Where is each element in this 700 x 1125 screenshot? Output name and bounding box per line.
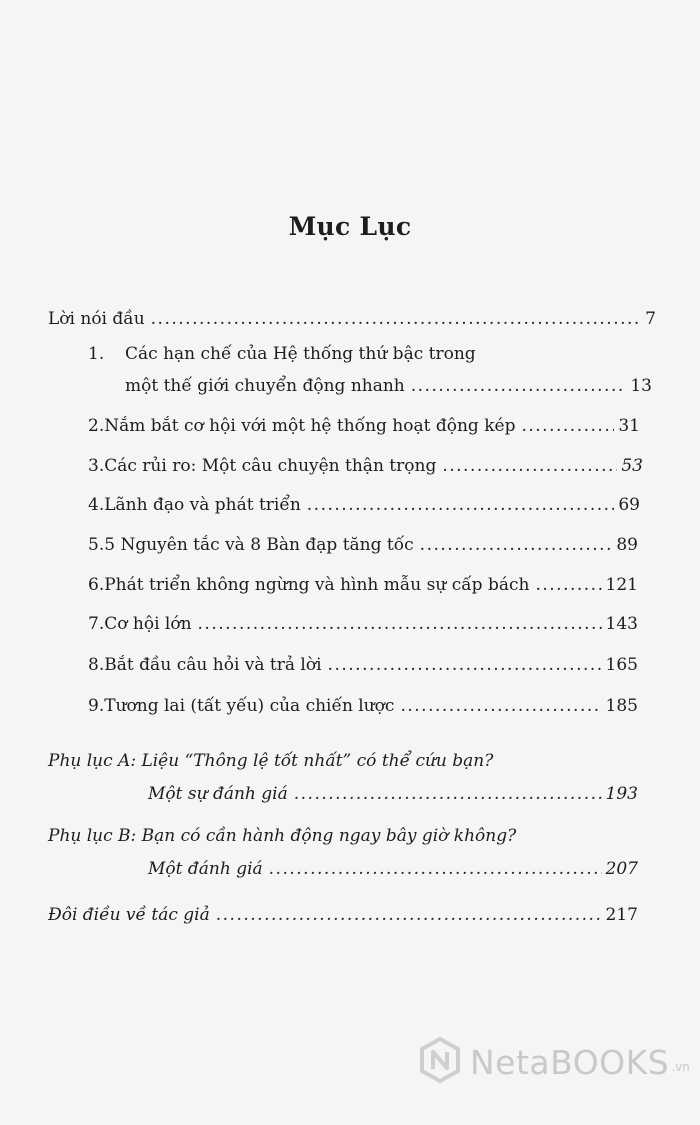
toc-entry-chapter-5[interactable] (88, 535, 638, 567)
toc-entry-chapter-1-line1[interactable] (88, 344, 648, 376)
toc-entry-appendix-b-line1[interactable] (48, 826, 608, 858)
toc-entry-chapter-6[interactable] (88, 575, 638, 607)
toc-entry-page: 31 (618, 416, 640, 436)
toc-entry-number: 7. (88, 614, 105, 634)
toc-entry-chapter-7[interactable] (88, 614, 638, 646)
watermark-suffix: .vn (671, 1060, 690, 1074)
toc-entry-appendix-a-line1[interactable] (48, 751, 608, 783)
toc-entry-page: 207 (605, 859, 638, 879)
toc-entry-title: Lời nói đầu (48, 309, 145, 329)
toc-entry-title: Phát triển không ngừng và hình mẫu sự cấp bách (104, 575, 530, 595)
toc-entry-about-author[interactable] (48, 905, 638, 937)
dot-leader (198, 614, 602, 634)
toc-entry-chapter-8[interactable] (88, 655, 638, 687)
toc-entry-title: Đôi điều về tác giả (48, 905, 210, 925)
watermark-text: NetaBOOKS (470, 1042, 670, 1082)
toc-entry-appendix-b[interactable] (148, 859, 638, 891)
netabooks-logo-icon (418, 1036, 462, 1088)
toc-entry-title: Bắt đầu câu hỏi và trả lời (104, 655, 322, 675)
toc-entry-title: Cơ hội lớn (104, 614, 192, 634)
toc-entry-title: Lãnh đạo và phát triển (104, 495, 301, 515)
dot-leader (269, 859, 602, 879)
toc-entry-title: Phụ lục A: Liệu “Thông lệ tốt nhất” có thể cứu bạn? (48, 751, 494, 771)
toc-entry-number: 2. (88, 416, 105, 436)
toc-entry-page: 13 (630, 376, 652, 396)
toc-entry-title: Tương lai (tất yếu) của chiến lược (104, 696, 395, 716)
toc-entry-title: Các hạn chế của Hệ thống thứ bậc trong (125, 344, 476, 364)
toc-entry-page: 121 (605, 575, 638, 595)
dot-leader (420, 535, 613, 555)
dot-leader (521, 416, 614, 436)
toc-entry-chapter-4[interactable] (88, 495, 640, 527)
toc-entry-chapter-1[interactable] (125, 376, 652, 408)
toc-entry-title-continued: Một sự đánh giá (148, 784, 288, 804)
toc-entry-title: Các rủi ro: Một câu chuyện thận trọng (104, 456, 437, 476)
dot-leader (307, 495, 615, 515)
toc-entry-number: 5. (88, 535, 105, 555)
toc-entry-page: 193 (605, 784, 638, 804)
toc-entry-chapter-2[interactable] (88, 416, 640, 448)
toc-entry-title: Phụ lục B: Bạn có cần hành động ngay bây giờ không? (48, 826, 517, 846)
dot-leader (294, 784, 602, 804)
dot-leader (442, 456, 617, 476)
dot-leader (400, 696, 601, 716)
toc-entry-page: 185 (605, 696, 638, 716)
dot-leader (328, 655, 602, 675)
toc-entry-page: 165 (605, 655, 638, 675)
toc-entry-preface[interactable] (48, 309, 656, 341)
toc-entry-number: 8. (88, 655, 105, 675)
toc-entry-page: 53 (621, 456, 643, 476)
toc-entry-title-continued: Một đánh giá (148, 859, 263, 879)
toc-entry-page: 69 (618, 495, 640, 515)
toc-entry-chapter-3[interactable] (88, 456, 643, 488)
toc-entry-number: 9. (88, 696, 105, 716)
toc-entry-number: 4. (88, 495, 105, 515)
toc-entry-page: 7 (645, 309, 656, 329)
dot-leader (151, 309, 642, 329)
toc-entry-chapter-9[interactable] (88, 696, 638, 728)
toc-entry-title: 5 Nguyên tắc và 8 Bàn đạp tăng tốc (104, 535, 414, 555)
netabooks-watermark (418, 1036, 690, 1088)
toc-title: Mục Lục (288, 212, 412, 241)
toc-entry-number: 3. (88, 456, 105, 476)
toc-entry-page: 89 (616, 535, 638, 555)
toc-entry-appendix-a[interactable] (148, 784, 638, 816)
toc-entry-page: 217 (605, 905, 638, 925)
toc-entry-number: 1. (88, 344, 105, 364)
toc-entry-title-continued: một thế giới chuyển động nhanh (125, 376, 405, 396)
toc-entry-title: Nắm bắt cơ hội với một hệ thống hoạt động kép (104, 416, 516, 436)
toc-entry-page: 143 (605, 614, 638, 634)
dot-leader (535, 575, 601, 595)
toc-entry-number: 6. (88, 575, 105, 595)
dot-leader (216, 905, 602, 925)
dot-leader (411, 376, 627, 396)
